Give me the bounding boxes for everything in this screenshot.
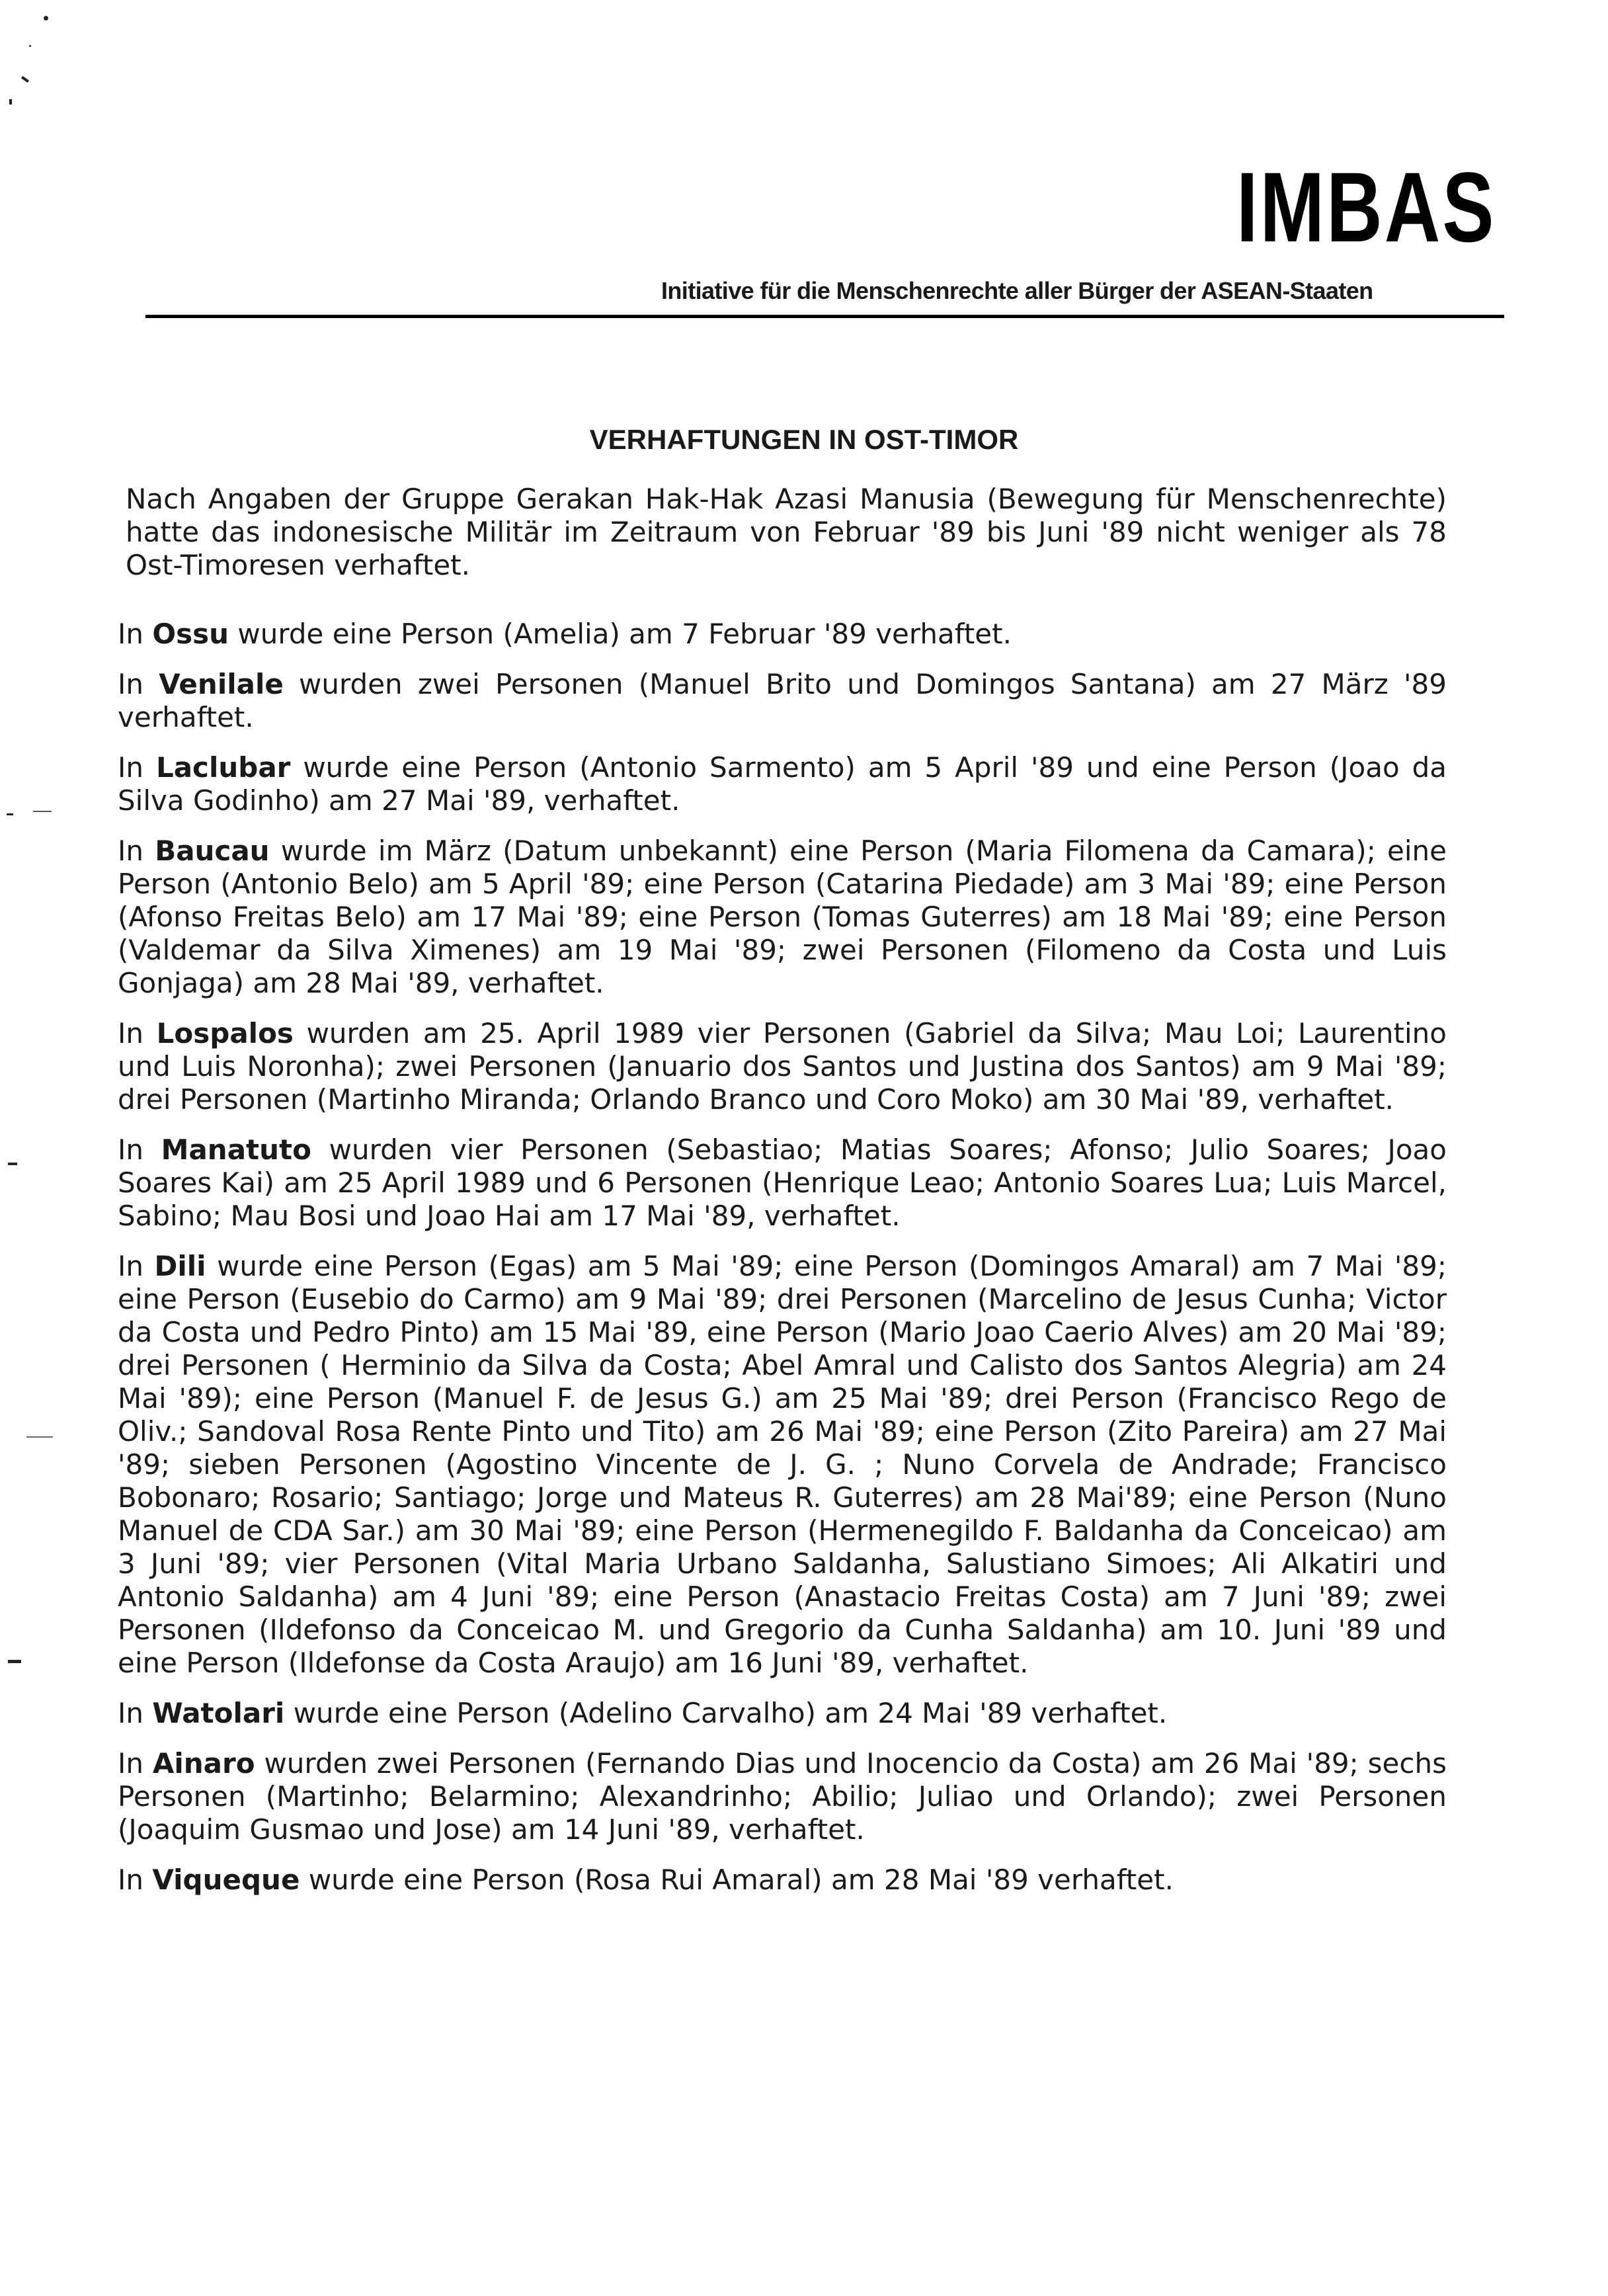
location-paragraph xyxy=(118,1697,1447,1730)
paragraph-lead: In xyxy=(118,1133,144,1166)
paragraph-text: wurde im März (Datum unbekannt) eine Person (Maria Filomena da Camara); eine Person (Antonio Belo) am 5 April '89; eine Person (Catarina Piedade) am 3 Mai '89; eine Person (Afonso Freitas Belo) am 17 Mai '89; eine Person (Tomas Guterres) am 18 Mai '89; eine Person (Valdemar da Silva Ximenes) am 19 Mai '89; zwei Personen (Filomeno da Costa und Luis Gonjaga) am 28 Mai '89, verhaftet. xyxy=(118,835,1447,999)
organization-tagline: Initiative für die Menschenrechte aller Bürger der ASEAN-Staaten xyxy=(661,277,1373,304)
paragraph-lead: In xyxy=(118,668,144,700)
place-name: Watolari xyxy=(152,1697,285,1729)
paragraph-text: wurde eine Person (Antonio Sarmento) am 5 April '89 und eine Person (Joao da Silva Godinho) am 27 Mai '89, verhaftet. xyxy=(118,751,1447,817)
paragraph-lead: In xyxy=(118,1864,144,1896)
paragraph-text: wurden zwei Personen (Manuel Brito und Domingos Santana) am 27 März '89 verhaftet. xyxy=(118,668,1447,733)
paragraph-text: wurde eine Person (Amelia) am 7 Februar '89 verhaftet. xyxy=(237,618,1012,650)
location-paragraph xyxy=(118,668,1447,734)
place-name: Lospalos xyxy=(156,1017,294,1049)
paragraph-text: wurden vier Personen (Sebastiao; Matias Soares; Afonso; Julio Soares; Joao Soares Kai) am 25 April 1989 und 6 Personen (Henrique Leao; Antonio Soares Lua; Luis Marcel, Sabino; Mau Bosi und Joao Hai am 17 Mai '89, verhaftet. xyxy=(118,1133,1447,1232)
imbas-logo: IMBAS xyxy=(1236,151,1496,263)
place-name: Ainaro xyxy=(152,1747,255,1780)
place-name: Laclubar xyxy=(155,751,291,784)
paragraph-text: wurde eine Person (Egas) am 5 Mai '89; eine Person (Domingos Amaral) am 7 Mai '89; eine Person (Eusebio do Carmo) am 9 Mai '89; drei Personen (Marcelino de Jesus Cunha; Victor da Costa und Pedro Pinto) am 15 Mai '89, eine Person (Mario Joao Caerio Alves) am 20 Mai '89; drei Personen ( Herminio da Silva da Costa; Abel Amral und Calisto dos Santos Alegria) am 24 Mai '89); eine Person (Manuel F. de Jesus G.) am 25 Mai '89; drei Person (Francisco Rego de Oliv.; Sandoval Rosa Rente Pinto und Tito) am 26 Mai '89; eine Person (Zito Pareira) am 27 Mai '89; sieben Personen (Agostino Vincente de J. G. ; Nuno Corvela de Andrade; Francisco Bobonaro; Rosario; Santiago; Jorge und Mateus R. Guterres) am 28 Mai'89; eine Person (Nuno Manuel de CDA Sar.) am 30 Mai '89; eine Person (Hermenegildo F. Baldanha da Conceicao) am 3 Juni '89; vier Personen (Vital Maria Urbano Saldanha, Salustiano Simoes; Ali Alkatiri und Antonio Saldanha) am 4 Juni '89; eine Person (Anastacio Freitas Costa) am 7 Juni '89; zwei Personen (Ildefonso da Conceicao M. und Gregorio da Cunha Saldanha) am 10. Juni '89 und eine Person (Ildefonse da Costa Araujo) am 16 Juni '89, verhaftet. xyxy=(118,1250,1447,1679)
intro-paragraph: Nach Angaben der Gruppe Gerakan Hak-Hak Azasi Manusia (Bewegung für Menschenrechte) hatte das indonesische Militär im Zeitraum von Februar '89 bis Juni '89 nicht weniger als 78 Ost-Timoresen verhaftet. xyxy=(126,483,1447,581)
scan-mark xyxy=(26,1436,53,1438)
scan-mark xyxy=(8,1660,21,1663)
place-name: Manatuto xyxy=(161,1133,311,1166)
document-title: VERHAFTUNGEN IN OST-TIMOR xyxy=(589,424,1019,455)
paragraph-text: wurden zwei Personen (Fernando Dias und Inocencio da Costa) am 26 Mai '89; sechs Personen (Martinho; Belarmino; Alexandrinho; Abilio; Juliao und Orlando); zwei Personen (Joaquim Gusmao und Jose) am 14 Juni '89, verhaftet. xyxy=(118,1747,1447,1846)
place-name: Viqueque xyxy=(152,1864,300,1896)
header-divider xyxy=(145,315,1504,318)
location-paragraph xyxy=(118,1747,1447,1846)
scan-mark xyxy=(8,1163,17,1165)
paragraph-text: wurden am 25. April 1989 vier Personen (Gabriel da Silva; Mau Loi; Laurentino und Luis Noronha); zwei Personen (Januario dos Santos und Justina dos Santos) am 9 Mai '89; drei Personen (Martinho Miranda; Orlando Branco und Coro Moko) am 30 Mai '89, verhaftet. xyxy=(118,1017,1447,1116)
place-name: Dili xyxy=(154,1250,206,1282)
scan-mark xyxy=(7,813,13,815)
scan-mark xyxy=(29,45,31,47)
paragraph-text: wurde eine Person (Rosa Rui Amaral) am 28 Mai '89 verhaftet. xyxy=(308,1864,1174,1896)
place-name: Venilale xyxy=(159,668,284,700)
location-paragraph xyxy=(118,1133,1447,1233)
location-paragraph xyxy=(118,1250,1447,1680)
paragraph-lead: In xyxy=(118,1747,144,1780)
paragraph-lead: In xyxy=(118,751,144,784)
paragraph-lead: In xyxy=(118,618,144,650)
paragraph-text: wurde eine Person (Adelino Carvalho) am 24 Mai '89 verhaftet. xyxy=(293,1697,1168,1729)
place-name: Baucau xyxy=(155,835,270,867)
location-paragraph xyxy=(118,1864,1447,1897)
paragraph-lead: In xyxy=(118,1697,144,1729)
scan-mark xyxy=(21,76,29,83)
paragraph-lead: In xyxy=(118,1017,144,1049)
place-name: Ossu xyxy=(152,618,229,650)
paragraph-lead: In xyxy=(118,1250,144,1282)
location-paragraph xyxy=(118,618,1447,651)
scan-mark xyxy=(44,16,48,20)
scan-mark xyxy=(9,99,12,104)
location-paragraph xyxy=(118,1017,1447,1116)
document-body xyxy=(118,483,1447,1914)
scan-mark xyxy=(33,811,52,812)
paragraph-lead: In xyxy=(118,835,144,867)
location-paragraph xyxy=(118,835,1447,1000)
location-paragraph xyxy=(118,751,1447,817)
